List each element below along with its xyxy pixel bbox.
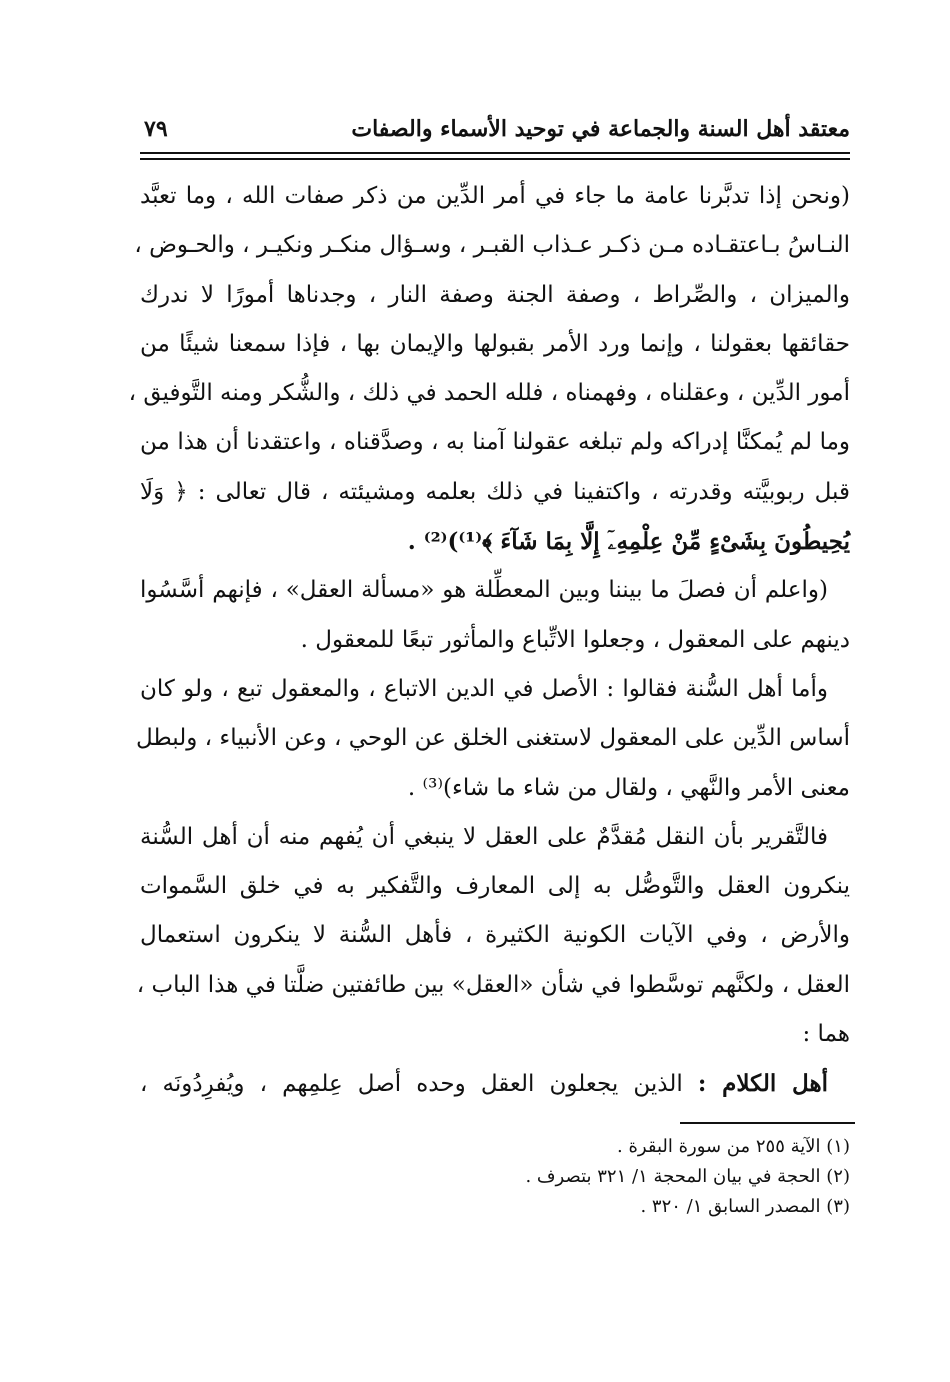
text-line: ينكرون العقل والتَّوصُّل به إلى المعارف والتَّفكير به في خلق السَّموات	[140, 873, 850, 900]
footnote: (٢) الحجة في بيان المحجة ١/ ٣٢١ بتصرف .	[525, 1166, 850, 1187]
text-line: حقائقها بعقولنا ، وإنما ورد الأمر بقبولها والإيمان بها ، فإذا سمعنا شيئًا من	[140, 330, 850, 357]
header-rule-top	[140, 152, 850, 154]
text-line: والميزان ، والصِّراط ، وصفة الجنة وصفة النار ، وجدناها أمورًا لا ندرك	[140, 281, 850, 308]
quran-verse-line: يُحِيطُونَ بِشَىْءٍ مِّنْ عِلْمِهِۦٓ إِلَّا بِمَا شَآءَ ﴾⁽¹⁾)⁽²⁾ .	[407, 528, 850, 556]
header-title: معتقد أهل السنة والجماعة في توحيد الأسماء والصفات	[351, 116, 850, 142]
header-rule-bottom	[140, 158, 850, 160]
text-line: فالتَّقرير بأن النقل مُقدَّمٌ على العقل لا ينبغي أن يُفهم منه أن أهل السُّنة	[140, 823, 828, 850]
text-line: أمور الدِّين ، وعقلناه ، وفهمناه ، فلله الحمد في ذلك ، والشُّكر ومنه التَّوفيق ،	[128, 380, 850, 407]
page-number: ٧٩	[144, 116, 168, 142]
text-line: معنى الأمر والنَّهي ، ولقال من شاء ما شاء)⁽³⁾ .	[407, 774, 850, 801]
footnote: (١) الآية ٢٥٥ من سورة البقرة .	[617, 1136, 850, 1157]
text-line: وما لم يُمكنَّا إدراكه ولم تبلغه عقولنا آمنا به ، وصدَّقناه ، واعتقدنا أن هذا من	[140, 429, 850, 456]
text-line	[140, 1059, 850, 1108]
text-line: (واعلم أن فصلَ ما بيننا وبين المعطِّلة هو «مسألة العقل» ، فإنهم أسَّسُوا	[140, 577, 828, 604]
text-line: والأرض ، وفي الآيات الكونية الكثيرة ، فأهل السُّنة لا ينكرون استعمال	[140, 922, 850, 949]
text-line: (ونحن إذا تدبَّرنا عامة ما جاء في أمر الدِّين من ذكر صفات الله ، وما تعبَّد	[140, 183, 850, 209]
text-line: قبل ربوبيَّته وقدرته ، واكتفينا في ذلك بعلمه ومشيئته ، قال تعالى : ﴿ وَلَا	[140, 478, 850, 505]
running-header	[140, 116, 850, 146]
text-line-rest: الذين يجعلون العقل وحده أصل عِلمِهم ، ويُفرِدُونَه ،	[140, 1071, 683, 1098]
text-line: العقل ، ولكنَّهم توسَّطوا في شأن «العقل» بين طائفتين ضلَّتا في هذا الباب ،	[136, 971, 850, 998]
section-lead: أهل الكلام :	[697, 1070, 828, 1098]
footnote-separator	[680, 1122, 855, 1124]
text-line: هما :	[802, 1021, 850, 1048]
text-line: أساس الدِّين على المعقول لاستغنى الخلق عن الوحي ، وعن الأنبياء ، ولبطل	[136, 725, 850, 752]
text-line: دينهم على المعقول ، وجعلوا الاتِّباع والمأثور تبعًا للمعقول .	[300, 626, 850, 653]
text-line: النـاسُ بـاعتقـاده مـن ذكـر عـذاب القبـر ، وسـؤال منكـر ونكيـر ، والحـوض ،	[134, 232, 850, 259]
footnote: (٣) المصدر السابق ١/ ٣٢٠ .	[640, 1196, 850, 1217]
text-line: وأما أهل السُّنة فقالوا : الأصل في الدين الاتباع ، والمعقول تبع ، ولو كان	[140, 675, 828, 702]
footnotes	[250, 1132, 850, 1222]
main-text	[128, 172, 850, 1109]
